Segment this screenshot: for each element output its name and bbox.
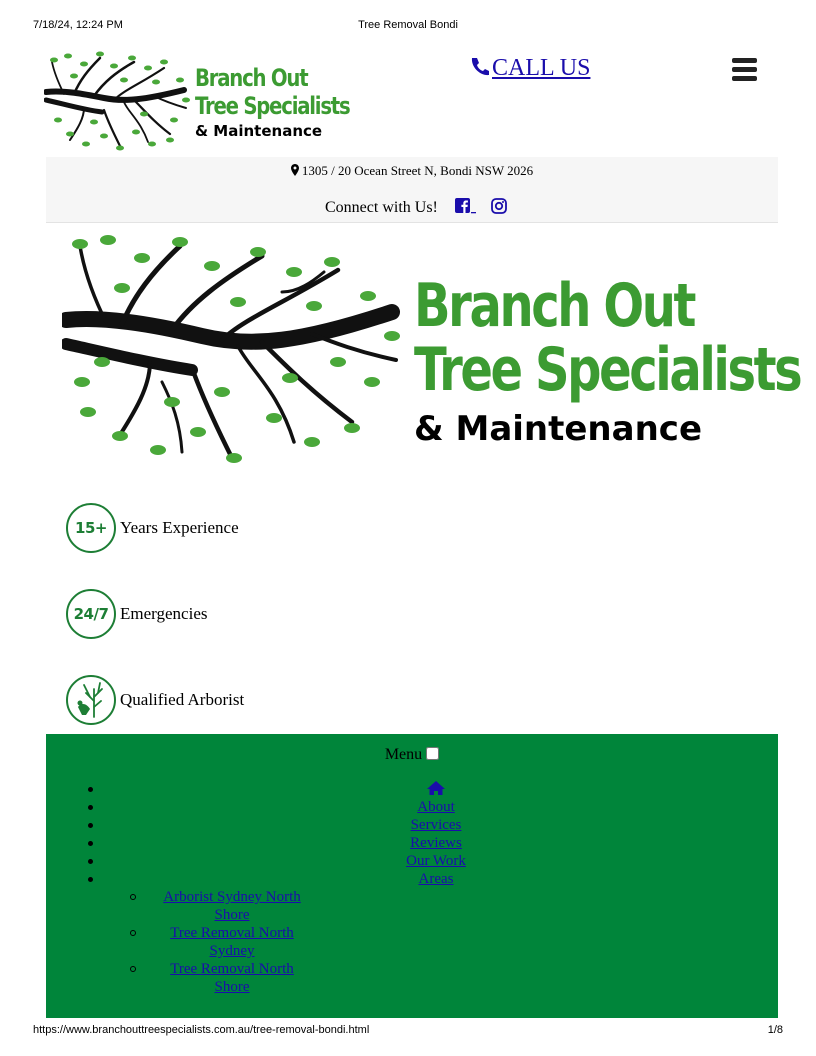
call-us-label: CALL US [492, 55, 591, 81]
nav-link-reviews[interactable]: Reviews [410, 835, 462, 851]
experience-badge: 15+ [66, 503, 116, 553]
submenu-item [126, 960, 326, 996]
print-page-number: 1/8 [767, 1024, 783, 1036]
print-url: https://www.branchouttreespecialists.com.au/tree-removal-bondi.html [33, 1024, 370, 1036]
feature-label: Emergencies [120, 604, 208, 623]
print-footer [33, 1024, 783, 1038]
instagram-icon [491, 198, 507, 214]
submenu-link-tree-removal-north-shore[interactable]: Tree Removal North Shore [170, 961, 294, 995]
address-text: 1305 / 20 Ocean Street N, Bondi NSW 2026 [301, 163, 534, 178]
nav-item-home [46, 780, 816, 798]
main-navigation [46, 734, 778, 1018]
nav-link-services[interactable]: Services [410, 817, 462, 833]
home-link[interactable] [46, 780, 816, 799]
nav-link-areas[interactable]: Areas [418, 871, 454, 887]
hero-logo [62, 232, 801, 472]
hero-logo-line-1: Branch Out [414, 271, 695, 341]
logo-line-1: Branch Out [195, 64, 308, 92]
logo-line-2: Tree Specialists [195, 92, 350, 120]
submenu-link-arborist-sydney-north-shore[interactable]: Arborist Sydney North Shore [163, 889, 301, 923]
menu-toggle[interactable] [46, 746, 778, 764]
nav-item-our-work [46, 852, 816, 870]
instagram-link[interactable] [491, 198, 507, 219]
nav-list [46, 780, 816, 888]
nav-item-about [46, 798, 816, 816]
tree-logo-icon [44, 50, 190, 152]
nav-link-our-work[interactable]: Our Work [406, 853, 466, 869]
connect-label: Connect with Us! [325, 199, 438, 216]
arborist-icon [66, 675, 116, 725]
hero-logo-line-2: Tree Specialists [414, 335, 801, 405]
feature-label: Years Experience [120, 518, 239, 537]
submenu-item [126, 924, 326, 960]
nav-item-areas [46, 870, 816, 888]
info-bar [46, 157, 778, 223]
nav-link-about[interactable]: About [417, 799, 455, 815]
home-icon [426, 780, 446, 796]
emergencies-badge: 24/7 [66, 589, 116, 639]
print-page-title: Tree Removal Bondi [358, 19, 458, 31]
logo-line-3: & Maintenance [195, 122, 323, 140]
tree-logo-icon [62, 232, 402, 472]
phone-icon [470, 57, 490, 77]
menu-checkbox[interactable] [426, 747, 439, 760]
submenu-link-tree-removal-north-sydney[interactable]: Tree Removal North Sydney [170, 925, 294, 959]
map-marker-icon [291, 164, 299, 176]
hamburger-icon[interactable] [732, 58, 757, 82]
areas-submenu [126, 888, 326, 996]
feature-label: Qualified Arborist [120, 690, 245, 709]
call-us-link[interactable] [470, 55, 590, 82]
facebook-link[interactable] [455, 198, 477, 219]
menu-label: Menu [384, 746, 423, 763]
address [46, 163, 778, 179]
print-header [33, 19, 783, 33]
nav-item-services [46, 816, 816, 834]
header-logo[interactable] [44, 50, 350, 152]
nav-item-reviews [46, 834, 816, 852]
print-datetime: 7/18/24, 12:24 PM [33, 19, 123, 31]
hero-logo-line-3: & Maintenance [414, 409, 703, 449]
facebook-icon [455, 198, 477, 214]
submenu-item [126, 888, 326, 924]
